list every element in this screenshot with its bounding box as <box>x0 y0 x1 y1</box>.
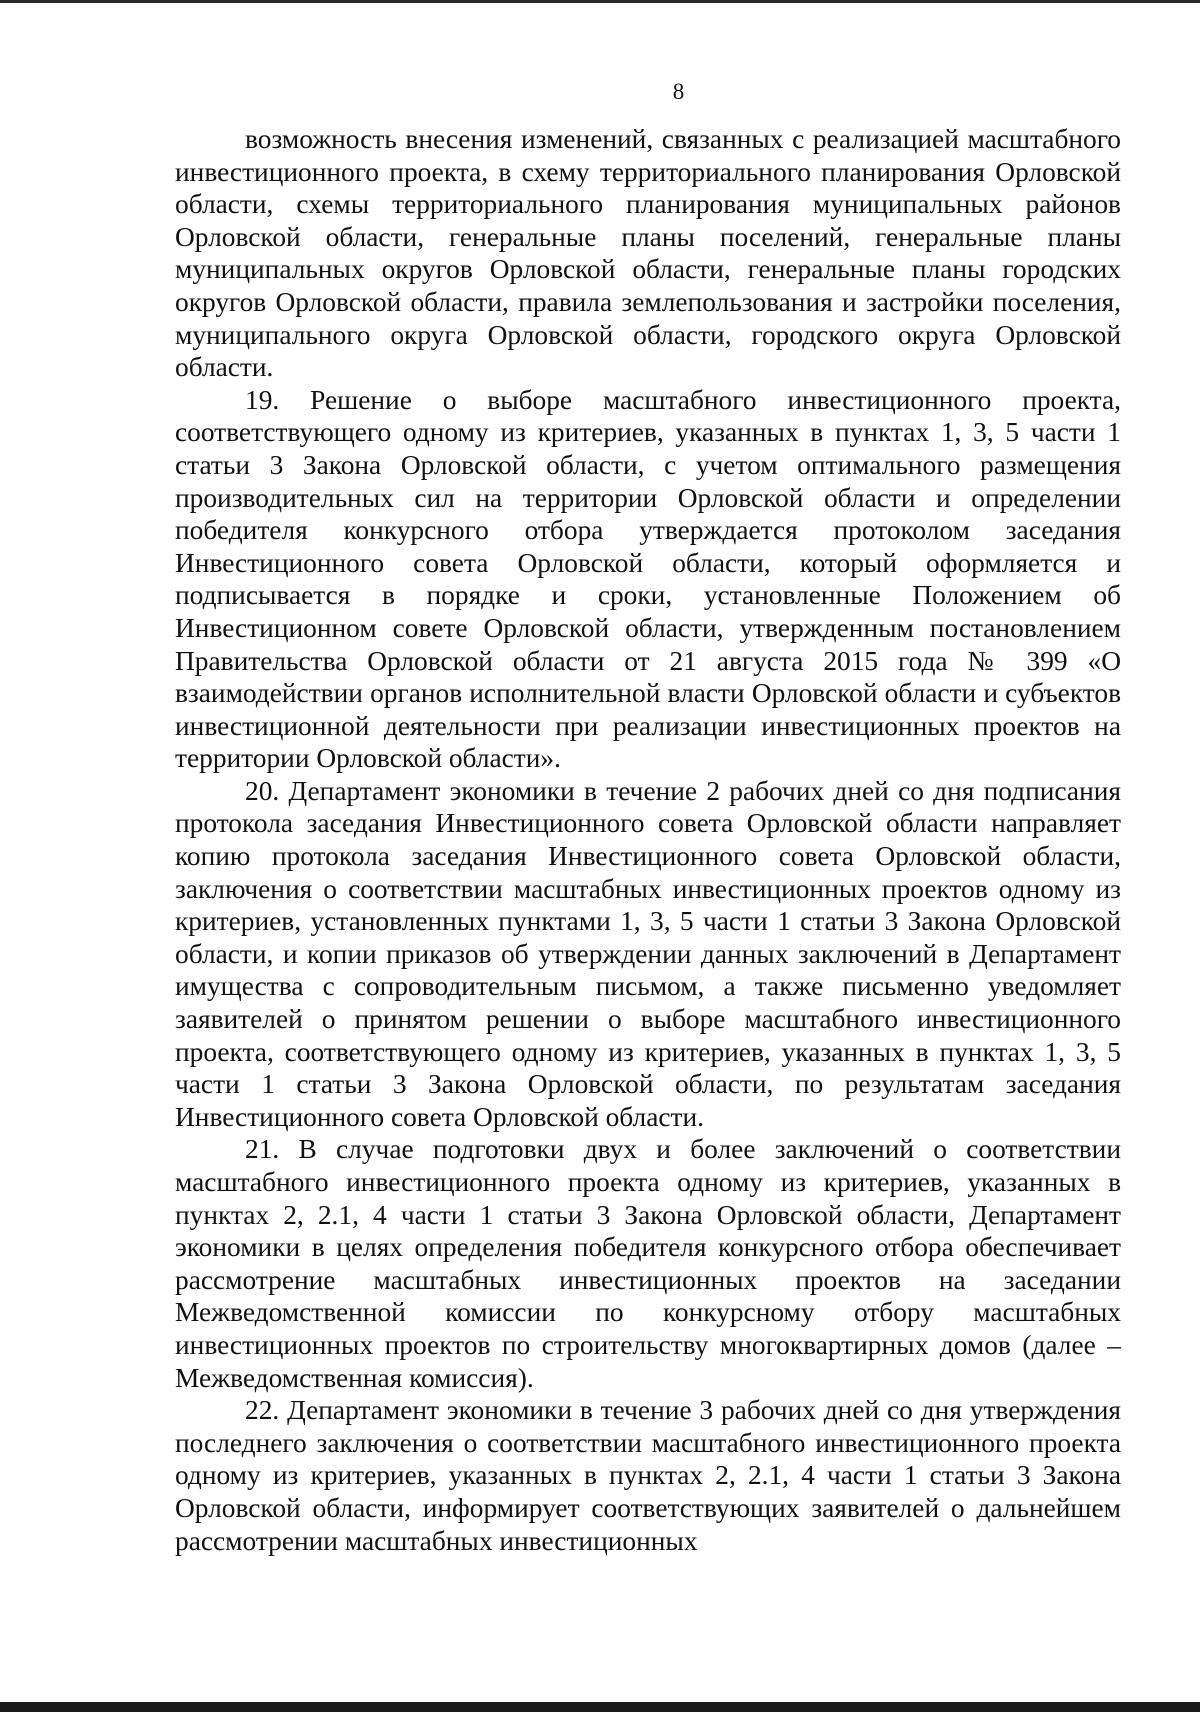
paragraph-22: 22. Департамент экономики в течение 3 рабочих дней со дня утверждения последнего заключения о соответствии масштабного инвестиционного проекта одному из критериев, указанных в пунктах 2, 2.1, 4 части 1 статьи 3 Закона Орловской области, информирует соответствующих заявителей о дальнейшем рассмотрении масштабных инвестиционных <box>175 1395 1121 1556</box>
scan-bottom-edge <box>0 1702 1200 1712</box>
scan-top-edge <box>0 0 1200 3</box>
page-number: 8 <box>672 79 685 104</box>
paragraph-continuation: возможность внесения изменений, связанных с реализацией масштабного инвестиционного проекта, в схему территориального планирования Орловской области, схемы территориального планирования муниципальных районов Орловской области, генеральные планы поселений, генеральные планы муниципальных округов Орловской области, генеральные планы городских округов Орловской области, правила землепользования и застройки поселения, муниципального округа Орловской области, городского округа Орловской области. <box>175 124 1121 383</box>
paragraph-20: 20. Департамент экономики в течение 2 рабочих дней со дня подписания протокола заседания Инвестиционного совета Орловской области направляет копию протокола заседания Инвестиционного совета Орловской области, заключения о соответствии масштабных инвестиционных проектов одному из критериев, установленных пунктами 1, 3, 5 части 1 статьи 3 Закона Орловской области, и копии приказов об утверждении данных заключений в Департамент имущества с сопроводительным письмом, а также письменно уведомляет заявителей о принятом решении о выборе масштабного инвестиционного проекта, соответствующего одному из критериев, указанных в пунктах 1, 3, 5 части 1 статьи 3 Закона Орловской области, по результатам заседания Инвестиционного совета Орловской области. <box>175 775 1121 1132</box>
paragraph-19: 19. Решение о выборе масштабного инвестиционного проекта, соответствующего одному из критериев, указанных в пунктах 1, 3, 5 части 1 статьи 3 Закона Орловской области, с учетом оптимального размещения производительных сил на территории Орловской области и определении победителя конкурсного отбора утверждается протоколом заседания Инвестиционного совета Орловской области, который оформляется и подписывается в порядке и сроки, установленные Положением об Инвестиционном совете Орловской области, утвержденным постановлением Правительства Орловской области от 21 августа 2015 года № 399 «О взаимодействии органов исполнительной власти Орловской области и субъектов инвестиционной деятельности при реализации инвестиционных проектов на территории Орловской области». <box>175 384 1121 774</box>
paragraph-21: 21. В случае подготовки двух и более заключений о соответствии масштабного инвестиционного проекта одному из критериев, указанных в пунктах 2, 2.1, 4 части 1 статьи 3 Закона Орловской области, Департамент экономики в целях определения победителя конкурсного отбора обеспечивает рассмотрение масштабных инвестиционных проектов на заседании Межведомственной комиссии по конкурсному отбору масштабных инвестиционных проектов по строительству многоквартирных домов (далее – Межведомственная комиссия). <box>175 1134 1121 1393</box>
document-body <box>175 123 1121 1557</box>
